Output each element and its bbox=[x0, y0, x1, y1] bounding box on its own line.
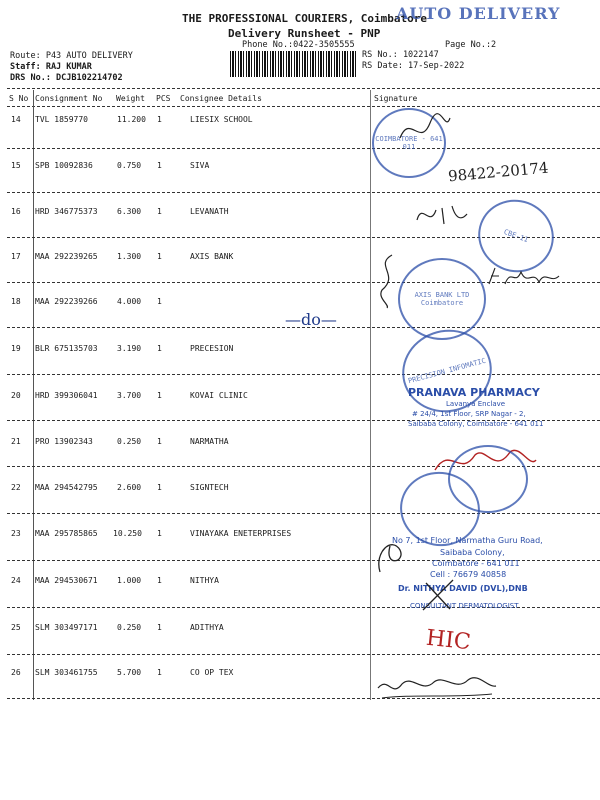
rs-number: RS No.: 1022147 bbox=[362, 50, 439, 60]
row-pcs: 1 bbox=[157, 207, 162, 216]
row-sno: 22 bbox=[11, 483, 21, 492]
row-consignment: HRD 346775373 bbox=[35, 207, 98, 216]
row-weight: 4.000 bbox=[117, 297, 142, 306]
axis-bank-stamp bbox=[398, 258, 486, 340]
row-consignee: SIGNTECH bbox=[190, 483, 229, 492]
row-consignee: AXIS BANK bbox=[190, 252, 234, 261]
signature-scribble bbox=[372, 668, 502, 708]
row-sno: 24 bbox=[11, 576, 21, 585]
row-divider bbox=[7, 148, 600, 149]
row-consignee: SIVA bbox=[190, 161, 210, 170]
row-consignment: SLM 303461755 bbox=[35, 668, 98, 677]
row-sno: 21 bbox=[11, 437, 21, 446]
col-consignment: Consignment No bbox=[35, 94, 103, 103]
pharmacy-name: PRANAVA PHARMACY bbox=[408, 386, 540, 399]
route-label: Route: P43 AUTO DELIVERY bbox=[10, 51, 133, 61]
stamp-text: PRECISION INFOMATIC bbox=[407, 356, 487, 386]
signature-scribble bbox=[485, 262, 565, 292]
row-consignee: KOVAI CLINIC bbox=[190, 391, 248, 400]
doctor-title: CONSULTANT DERMATOLOGIST bbox=[410, 602, 519, 610]
row-weight: 2.600 bbox=[117, 483, 142, 492]
pharmacy-line2: # 24/4, 1st Floor, SRP Nagar - 2, bbox=[412, 410, 526, 418]
signature-scribble bbox=[418, 575, 458, 615]
vinayaka-line1: No 7, 1st Floor, Narmatha Guru Road, bbox=[392, 536, 543, 545]
row-pcs: 1 bbox=[157, 668, 162, 677]
row-consignment: MAA 295785865 bbox=[35, 529, 98, 538]
row-sno: 16 bbox=[11, 207, 21, 216]
row-consignment: SPB 10092836 bbox=[35, 161, 93, 170]
row-weight: 3.190 bbox=[117, 344, 142, 353]
signature-scribble bbox=[395, 108, 455, 148]
pharmacy-line3: Saibaba Colony, Coimbatore - 641 011 bbox=[408, 420, 544, 428]
ditto-mark: —do— bbox=[285, 310, 337, 329]
header-top-divider bbox=[7, 88, 600, 89]
signature-column-line bbox=[370, 90, 372, 700]
row-consignment: TVL 1859770 bbox=[35, 115, 88, 124]
signature-scribble bbox=[372, 250, 402, 310]
pharmacy-line1: Lavanya Enclave bbox=[446, 400, 506, 408]
company-title: THE PROFESSIONAL COURIERS, Coimbatore bbox=[182, 12, 428, 25]
row-divider bbox=[7, 513, 600, 514]
stamp-text: AXIS BANK LTD Coimbatore bbox=[414, 291, 470, 307]
row-sno: 18 bbox=[11, 297, 21, 306]
row-consignee: PRECESION bbox=[190, 344, 234, 353]
row-divider bbox=[7, 374, 600, 375]
row-weight: 11.200 bbox=[117, 115, 146, 124]
row-consignee: ADITHYA bbox=[190, 623, 224, 632]
page-number: Page No.:2 bbox=[445, 40, 497, 50]
row-weight: 5.700 bbox=[117, 668, 142, 677]
row-sno: 20 bbox=[11, 391, 21, 400]
vinayaka-cell: Cell : 76679 40858 bbox=[430, 570, 507, 579]
row-consignee: LEVANATH bbox=[190, 207, 229, 216]
barcode bbox=[230, 51, 356, 77]
col-signature: Signature bbox=[374, 94, 418, 103]
row-consignment: MAA 292239265 bbox=[35, 252, 98, 261]
row-pcs: 1 bbox=[157, 576, 162, 585]
row-consignment: MAA 294530671 bbox=[35, 576, 98, 585]
row-pcs: 1 bbox=[157, 252, 162, 261]
row-pcs: 1 bbox=[157, 483, 162, 492]
col-pcs: PCS bbox=[156, 94, 171, 103]
row-consignment: SLM 303497171 bbox=[35, 623, 98, 632]
row-consignment: MAA 294542795 bbox=[35, 483, 98, 492]
row-consignee: NITHYA bbox=[190, 576, 219, 585]
staff-label: Staff: RAJ KUMAR bbox=[10, 62, 92, 72]
col-sno: S No bbox=[9, 94, 29, 103]
row-pcs: 1 bbox=[157, 623, 162, 632]
row-consignee: NARMATHA bbox=[190, 437, 229, 446]
row-consignee: LIESIX SCHOOL bbox=[190, 115, 253, 124]
runsheet-subtitle: Delivery Runsheet - PNP bbox=[228, 27, 381, 40]
row-divider bbox=[7, 654, 600, 655]
signature-scribble bbox=[372, 532, 412, 577]
row-consignee: CO OP TEX bbox=[190, 668, 234, 677]
row-divider bbox=[7, 698, 600, 699]
row-sno: 14 bbox=[11, 115, 21, 124]
row-weight: 10.250 bbox=[113, 529, 142, 538]
drs-label: DRS No.: DCJB102214702 bbox=[10, 73, 123, 83]
row-pcs: 1 bbox=[157, 437, 162, 446]
row-divider bbox=[7, 192, 600, 193]
row-sno: 15 bbox=[11, 161, 21, 170]
row-sno: 25 bbox=[11, 623, 21, 632]
row-weight: 0.750 bbox=[117, 161, 142, 170]
row-sno: 23 bbox=[11, 529, 21, 538]
row-sno: 17 bbox=[11, 252, 21, 261]
phone-number: Phone No.:0422-3505555 bbox=[242, 40, 355, 50]
row-consignment: MAA 292239266 bbox=[35, 297, 98, 306]
stamp-text: COIMBATORE - 641 011 bbox=[375, 135, 443, 151]
row-weight: 3.700 bbox=[117, 391, 142, 400]
vinayaka-line2: Saibaba Colony, bbox=[440, 548, 505, 557]
row-pcs: 1 bbox=[157, 161, 162, 170]
handwritten-phone: 98422-20174 bbox=[447, 158, 550, 186]
row-pcs: 1 bbox=[157, 115, 162, 124]
header-bottom-divider bbox=[7, 106, 600, 107]
rs-date: RS Date: 17-Sep-2022 bbox=[362, 61, 465, 71]
row-pcs: 1 bbox=[157, 391, 162, 400]
signature-scribble bbox=[412, 200, 472, 230]
row-consignment: PRO 13902343 bbox=[35, 437, 93, 446]
row-sno: 19 bbox=[11, 344, 21, 353]
row-pcs: 1 bbox=[157, 344, 162, 353]
row-weight: 0.250 bbox=[117, 623, 142, 632]
row-consignment: HRD 399306041 bbox=[35, 391, 98, 400]
row-weight: 0.250 bbox=[117, 437, 142, 446]
row-pcs: 1 bbox=[157, 529, 162, 538]
col-consignee: Consignee Details bbox=[180, 94, 262, 103]
stamp-text: CBE-11 bbox=[502, 227, 530, 245]
auto-delivery-stamp: AUTO DELIVERY bbox=[396, 4, 561, 23]
row-weight: 1.300 bbox=[117, 252, 142, 261]
row-consignment: BLR 675135703 bbox=[35, 344, 98, 353]
row-weight: 1.000 bbox=[117, 576, 142, 585]
col-weight: Weight bbox=[116, 94, 145, 103]
hic-mark: HIC bbox=[424, 625, 472, 656]
doctor-name: Dr. NITHYA DAVID (DVL),DNB bbox=[398, 584, 528, 593]
vinayaka-line3: Coimbatore - 641 011 bbox=[432, 559, 520, 568]
row-weight: 6.300 bbox=[117, 207, 142, 216]
row-sno: 26 bbox=[11, 668, 21, 677]
row-consignee: VINAYAKA ENETERPRISES bbox=[190, 529, 292, 538]
row-pcs: 1 bbox=[157, 297, 162, 306]
